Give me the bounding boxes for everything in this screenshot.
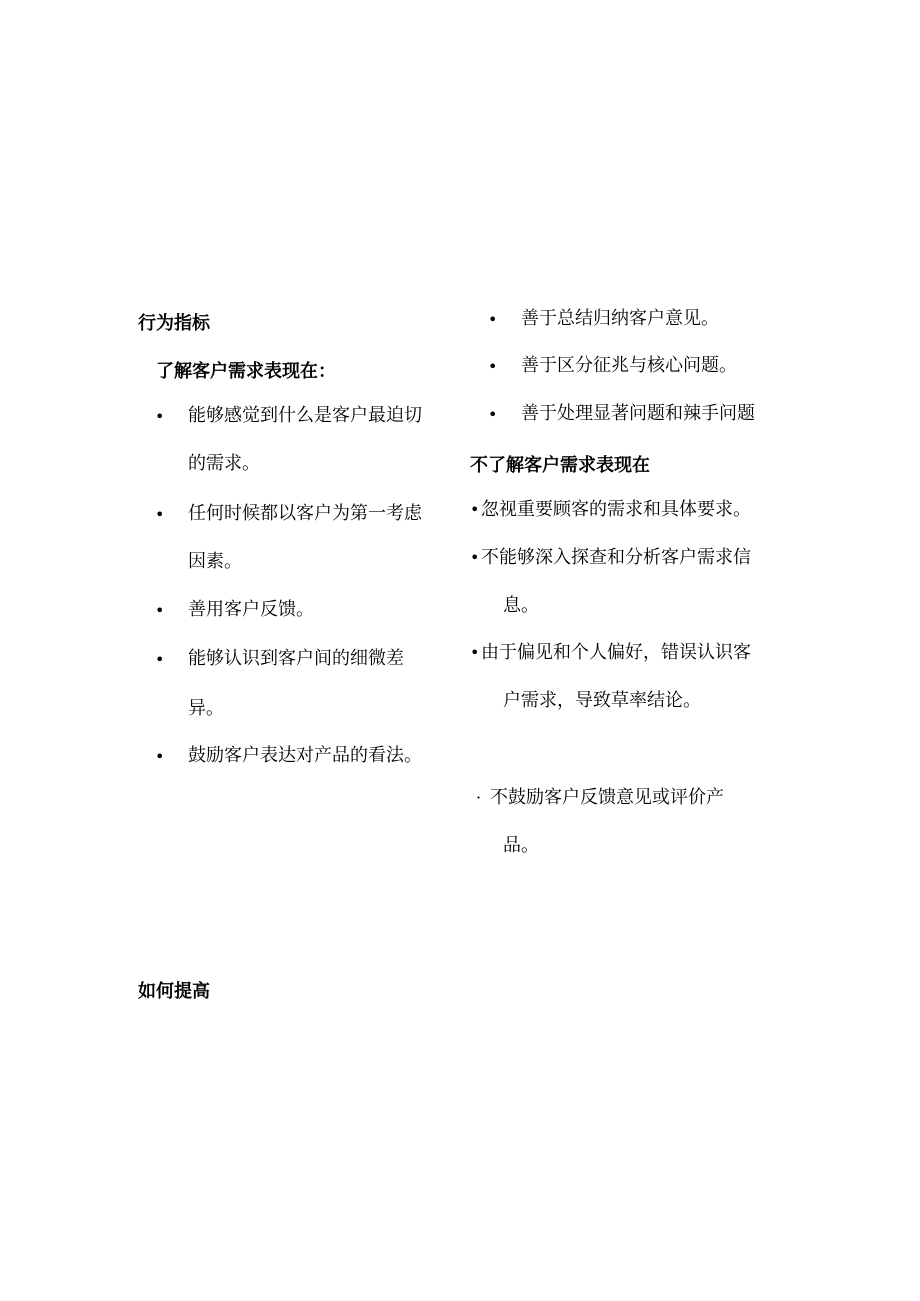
bullet-marker: • <box>155 650 165 669</box>
bullet-marker: • <box>155 407 165 426</box>
bullet-marker: • <box>155 505 165 524</box>
list-item-text-cont: 息。 <box>503 595 539 616</box>
list-item-text: 不鼓励客户反馈意见或评价产 <box>490 787 724 808</box>
bullet-marker: • <box>488 310 498 329</box>
list-item-text-cont: 异。 <box>188 698 224 719</box>
list-item-text: 善用客户反馈。 <box>188 599 314 620</box>
section-title: 行为指标 <box>138 313 210 334</box>
list-item-text: 不能够深入探查和分析客户需求信 <box>481 547 751 568</box>
list-item-text: 善于区分征兆与核心问题。 <box>521 355 737 376</box>
list-item-text: 鼓励客户表达对产品的看法。 <box>188 745 422 766</box>
bullet-marker: • <box>470 500 480 519</box>
bullet-marker: • <box>470 643 480 662</box>
bullet-marker: • <box>488 357 498 376</box>
list-item-text: 任何时候都以客户为第一考虑 <box>188 503 422 524</box>
list-item-text-cont: 因素。 <box>188 551 242 572</box>
list-item-text-cont: 的需求。 <box>188 453 260 474</box>
list-item-text-cont: 户需求，导致草率结论。 <box>503 690 701 711</box>
bullet-marker: • <box>470 548 480 567</box>
list-item-text: 忽视重要顾客的需求和具体要求。 <box>481 499 751 520</box>
right-subheading: 不了解客户需求表现在 <box>470 455 650 476</box>
list-item-text-cont: 品。 <box>503 835 539 856</box>
bullet-marker: • <box>488 405 498 424</box>
list-item-text: 善于处理显著问题和辣手问题 <box>521 403 755 424</box>
list-item-text: 能够认识到客户间的细微差 <box>188 648 404 669</box>
left-subheading: 了解客户需求表现在： <box>156 361 336 382</box>
bullet-marker: · <box>476 788 482 807</box>
footer-title: 如何提高 <box>138 981 210 1002</box>
list-item-text: 能够感觉到什么是客户最迫切 <box>188 405 422 426</box>
bullet-marker: • <box>155 747 165 766</box>
list-item-text: 善于总结归纳客户意见。 <box>521 308 719 329</box>
bullet-marker: • <box>155 601 165 620</box>
list-item-text: 由于偏见和个人偏好，错误认识客 <box>481 642 751 663</box>
